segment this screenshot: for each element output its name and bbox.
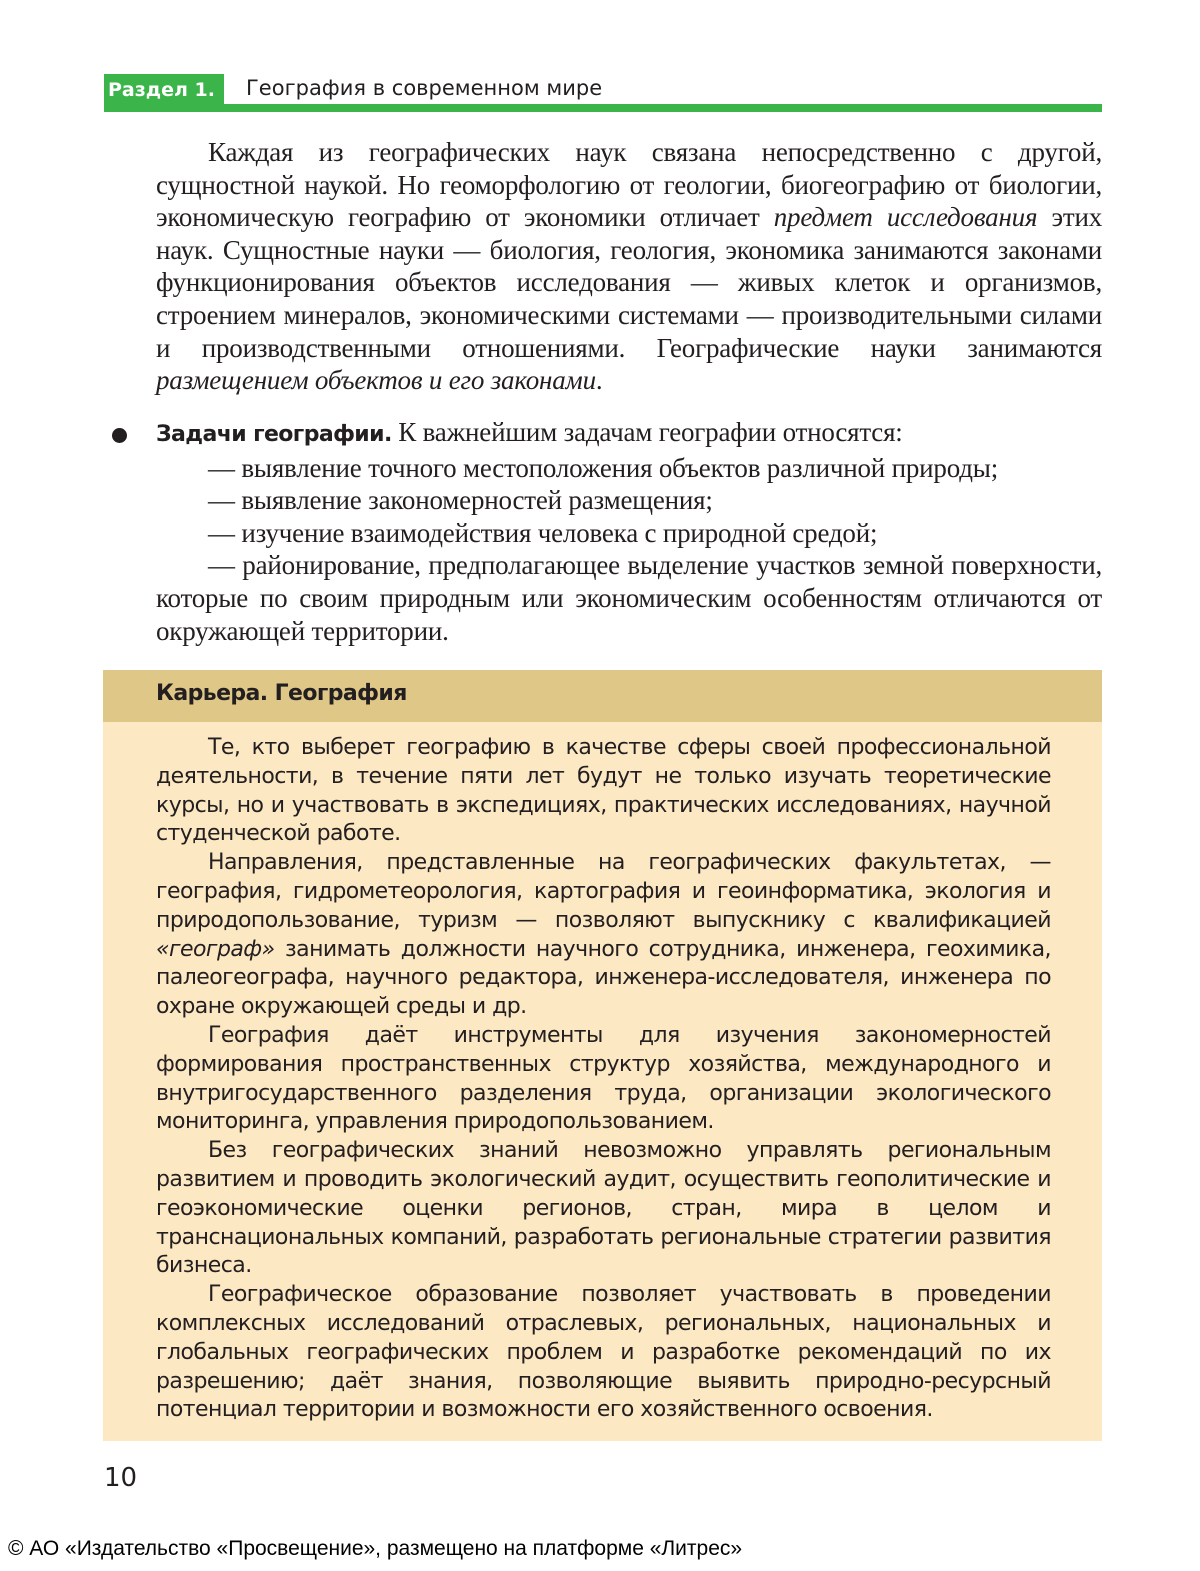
section-header xyxy=(104,74,1102,112)
career-paragraph: Те, кто выберет географию в качестве сферы своей профессиональной деятельности, в течение пяти лет будут не только изучать теоретические курсы, но и участвовать в экспедициях, практических исследованиях, научной студенческой работе. xyxy=(156,735,1051,847)
intro-text-part: Каждая из географических наук связана непосредственно с другой, сущностной наукой. Но геоморфологию от геологии, биогеографию от биологии, экономическую географию от экономики отличает xyxy=(156,137,1102,233)
career-box-title: Карьера. География xyxy=(156,681,407,706)
career-paragraph xyxy=(156,849,1051,1022)
career-paragraph: География даёт инструменты для изучения закономерностей формирования пространственных структур хозяйства, международного и внутригосударственного разделения труда, организации экологического мониторинга, управления природопользованием. xyxy=(156,1022,1051,1135)
career-paragraph: Без географических знаний невозможно управлять региональным развитием и проводить экологический аудит, осуществить геополитические и геоэкономические оценки регионов, стран, мира в целом и транснациональных компаний, разработать региональные стратегии развития бизнеса. xyxy=(156,1138,1051,1279)
intro-emphasis: предмет исследования xyxy=(773,202,1038,233)
career-emphasis: «географ» xyxy=(156,936,275,962)
career-text-part: занимать должности научного сотрудника, инженера, геохимика, палеогеографа, научного редактора, инженера-исследователя, инженера по охране окружающей среды и др. xyxy=(156,936,1051,1020)
tasks-heading: Задачи географии. xyxy=(156,422,392,447)
page-number: 10 xyxy=(104,1463,138,1493)
section-label: Раздел 1. xyxy=(104,74,224,104)
header-rule xyxy=(104,104,1102,112)
task-item: — изучение взаимодействия человека с природной средой; xyxy=(208,517,878,548)
copyright-notice: © АО «Издательство «Просвещение», размещено на платформе «Литрес» xyxy=(8,1537,743,1560)
intro-emphasis: размещением объектов и его законами xyxy=(156,365,596,396)
intro-paragraph xyxy=(156,136,1102,397)
task-item: — выявление точного местоположения объектов различной природы; xyxy=(208,452,998,483)
career-box-header xyxy=(103,670,1102,722)
intro-text-part: . xyxy=(595,365,603,396)
tasks-intro-text: К важнейшим задачам географии относятся: xyxy=(391,417,903,447)
bullet-icon xyxy=(112,428,127,443)
career-box-body xyxy=(156,734,1051,1425)
tasks-section xyxy=(110,416,1102,647)
section-title: География в современном мире xyxy=(246,76,603,100)
intro-text-part: этих наук. Сущностные науки — биология, геология, экономика занимаются законами функционирования объектов исследования — живых клеток и организмов, строением минералов, экономическими системами — производительными силами и производственными отношениями. Географические науки занимаются xyxy=(156,202,1102,363)
intro-text xyxy=(156,136,1102,397)
career-text-part: Направления, представленные на географических факультетах, — география, гидрометеорология, картография и геоинформатика, экология и природопользование, туризм — позволяют выпускнику с квалификацией xyxy=(156,850,1051,933)
career-box xyxy=(103,670,1102,1441)
task-item: — районирование, предполагающее выделение участков земной поверхности, которые по своим природным или экономическим особенностям отличаются от окружающей территории. xyxy=(156,550,1102,646)
task-item: — выявление закономерностей размещения; xyxy=(208,485,713,516)
career-paragraph: Географическое образование позволяет участвовать в проведении комплексных исследований отраслевых, региональных, национальных и глобальных географических проблем и разработке рекомендаций по их разрешению; даёт знания, позволяющие выявить природно-ресурсный потенциал территории и возможности его хозяйственного освоения. xyxy=(156,1282,1051,1423)
tasks-intro xyxy=(156,416,1102,452)
